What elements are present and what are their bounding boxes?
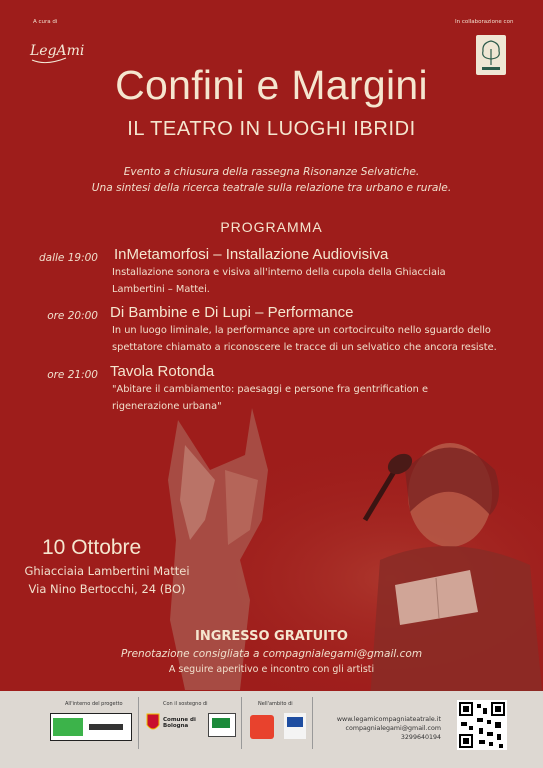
regione-logo xyxy=(208,713,236,737)
event-desc-line: Installazione sonora e visiva all'interno della cupola della Ghiacciaia xyxy=(112,267,446,278)
green-block-icon xyxy=(53,718,83,736)
poster-title: Confini e Margini xyxy=(115,62,428,108)
event-desc-line: In un luogo liminale, la performance apre un cortocircuito nello sguardo dello xyxy=(112,325,491,336)
programma-heading: PROGRAMMA xyxy=(220,219,323,235)
event-title: Tavola Rotonda xyxy=(110,363,215,380)
intro-text xyxy=(0,164,543,196)
ambito-label: Nell'ambito di xyxy=(258,701,293,707)
progetto-label: All'interno del progetto xyxy=(65,701,123,707)
poster-subtitle: IL TEATRO IN LUOGHI IBRIDI xyxy=(127,118,416,140)
free-entry-heading: INGRESSO GRATUITO xyxy=(195,629,348,644)
event-time: dalle 19:00 xyxy=(39,252,98,264)
divider xyxy=(138,697,139,749)
green-leaf-icon xyxy=(212,718,230,728)
venue-name: Ghiacciaia Lambertini Mattei xyxy=(24,564,190,578)
sostegno-label: Con il sostegno di xyxy=(163,701,208,707)
project-logo xyxy=(50,713,132,741)
comune-label: Comune di Bologna xyxy=(163,717,196,729)
event-title: InMetamorfosi – Installazione Audiovisiva xyxy=(114,246,389,263)
website-link[interactable]: www.legamicompagniateatrale.it xyxy=(336,716,441,723)
sponsor-footer xyxy=(0,691,543,768)
event-description xyxy=(112,264,446,298)
event-title: Di Bambine e Di Lupi – Performance xyxy=(110,304,354,321)
acura-label: A cura di xyxy=(33,19,58,25)
intro-line: Una sintesi della ricerca teatrale sulla relazione tra urbano e rurale. xyxy=(91,182,452,194)
venue-address: Via Nino Bertocchi, 24 (BO) xyxy=(28,582,186,596)
booking-note: Prenotazione consigliata a compagnialegami@gmail.com xyxy=(120,648,423,660)
logo-bar-icon xyxy=(89,724,123,730)
event-desc-line: "Abitare il cambiamento: paesaggi e persone fra gentrification e xyxy=(112,384,429,395)
event-time: ore 20:00 xyxy=(47,310,98,322)
event-desc-line: spettatore chiamato a riconoscere le tracce di un selvatico che ancora resiste. xyxy=(112,342,497,353)
email-link[interactable]: compagnialegami@gmail.com xyxy=(345,725,441,732)
event-time: ore 21:00 xyxy=(47,369,98,381)
event-desc-line: rigenerazione urbana" xyxy=(112,401,222,412)
qr-code-icon[interactable] xyxy=(457,700,507,750)
svg-text:LegAmi: LegAmi xyxy=(30,43,85,59)
mc-mark-icon xyxy=(287,717,303,727)
event-description xyxy=(112,322,497,356)
divider xyxy=(312,697,313,749)
mc-logo xyxy=(284,713,306,739)
phone-number: 3299640194 xyxy=(400,734,441,741)
bologna-crest-icon xyxy=(146,713,160,733)
event-venue xyxy=(23,562,191,598)
event-description xyxy=(112,381,428,415)
event-date: 10 Ottobre xyxy=(42,536,142,559)
aperitivo-note: A seguire aperitivo e incontro con gli artisti xyxy=(168,664,375,675)
collab-label: In collaborazione con xyxy=(455,19,514,25)
contact-info xyxy=(315,715,441,742)
event-desc-line: Lambertini – Mattei. xyxy=(112,284,210,295)
divider xyxy=(241,697,242,749)
intro-line: Evento a chiusura della rassegna Risonanze Selvatiche. xyxy=(123,166,420,178)
bologna-estate-logo xyxy=(250,715,274,739)
